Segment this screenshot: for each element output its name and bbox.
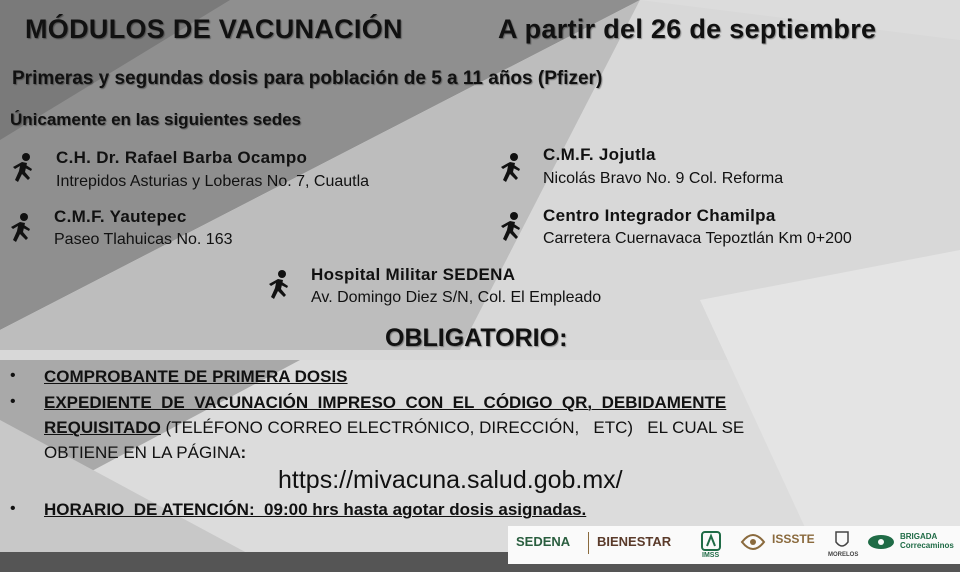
logo-issste: ISSSTE bbox=[772, 532, 815, 546]
requirement-item bbox=[44, 367, 348, 387]
footer-bar bbox=[0, 526, 960, 572]
logo-brigada: BRIGADA Correcaminos bbox=[900, 532, 954, 550]
sites-label: Únicamente en las siguientes sedes bbox=[10, 110, 302, 129]
bullet: • bbox=[10, 367, 16, 384]
site-address: Carretera Cuernavaca Tepoztlán Km 0+200 bbox=[543, 230, 852, 247]
subtitle: Primeras y segundas dosis para población de 5 a 11 años (Pfizer) bbox=[12, 68, 603, 89]
site-name: C.M.F. Jojutla bbox=[543, 145, 656, 164]
imss-logo-icon bbox=[700, 530, 722, 552]
requirement-text: COMPROBANTE DE PRIMERA DOSIS bbox=[44, 367, 348, 386]
divider bbox=[588, 532, 589, 554]
requirement-text: EXPEDIENTE DE VACUNACIÓN IMPRESO CON EL CÓDIGO QR, DEBIDAMENTE bbox=[44, 393, 727, 412]
site-address: Nicolás Bravo No. 9 Col. Reforma bbox=[543, 170, 784, 187]
logo-imss: IMSS bbox=[702, 552, 720, 559]
site-address: Intrepidos Asturias y Loberas No. 7, Cuautla bbox=[56, 173, 370, 190]
logo-morelos: MORELOS bbox=[828, 552, 859, 558]
bullet: • bbox=[10, 393, 16, 410]
vaccine-url-link[interactable]: https://mivacuna.salud.gob.mx/ bbox=[278, 466, 623, 494]
requirement-item-cont bbox=[44, 443, 246, 463]
walking-person-icon bbox=[6, 152, 38, 186]
site-address: Paseo Tlahuicas No. 163 bbox=[54, 231, 233, 248]
requirement-text: HORARIO DE ATENCIÓN: 09:00 hrs hasta agotar dosis asignadas. bbox=[44, 500, 587, 519]
requirement-text: (TELÉFONO CORREO ELECTRÓNICO, DIRECCIÓN, ETC) EL CUAL SE bbox=[160, 418, 745, 437]
site-name: Hospital Militar SEDENA bbox=[311, 265, 516, 284]
requirement-item bbox=[44, 393, 726, 413]
morelos-shield-icon bbox=[834, 530, 850, 550]
logo-sedena: SEDENA bbox=[516, 534, 571, 549]
requirement-text: OBTIENE EN LA PÁGINA bbox=[44, 443, 241, 462]
requirements-heading: OBLIGATORIO: bbox=[385, 324, 568, 352]
issste-emblem-icon bbox=[740, 530, 766, 554]
requirement-item-cont bbox=[44, 418, 744, 438]
requirement-text-colon: : bbox=[240, 443, 247, 462]
site-address: Av. Domingo Diez S/N, Col. El Empleado bbox=[311, 289, 602, 306]
page-title: MÓDULOS DE VACUNACIÓN bbox=[25, 14, 403, 44]
walking-person-icon bbox=[262, 269, 294, 303]
walking-person-icon bbox=[4, 212, 36, 246]
requirement-item bbox=[44, 500, 586, 520]
bullet: • bbox=[10, 500, 16, 517]
walking-person-icon bbox=[494, 152, 526, 186]
brigada-leaf-icon bbox=[866, 532, 896, 552]
site-name: Centro Integrador Chamilpa bbox=[543, 206, 776, 225]
walking-person-icon bbox=[494, 211, 526, 245]
site-name: C.M.F. Yautepec bbox=[54, 207, 187, 226]
logo-bienestar: BIENESTAR bbox=[597, 534, 672, 549]
site-name: C.H. Dr. Rafael Barba Ocampo bbox=[56, 148, 308, 167]
start-date: A partir del 26 de septiembre bbox=[498, 14, 877, 44]
requirement-text-bold: REQUISITADO bbox=[44, 418, 161, 437]
